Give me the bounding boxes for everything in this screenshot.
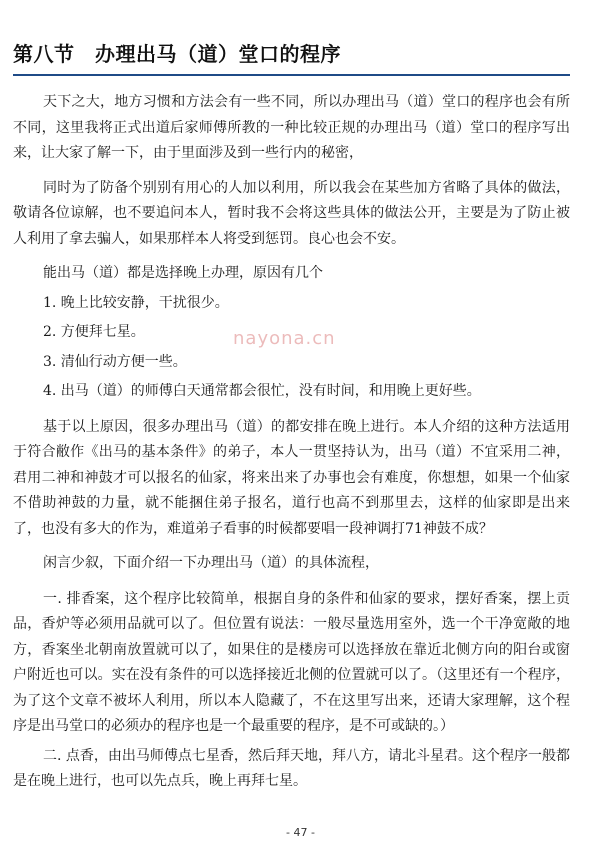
reasons-intro: 能出马（道）都是选择晚上办理，原因有几个 [43, 265, 323, 281]
process-intro: 闲言少叙，下面介绍一下办理出马（道）的具体流程， [43, 555, 379, 571]
watermark: nayona.cn [233, 328, 336, 349]
title-underline [13, 74, 570, 76]
reason-item-3: 3. 清仙行动方便一些。 [43, 353, 187, 370]
section-title: 第八节 办理出马（道）堂口的程序 [13, 42, 341, 66]
paragraph-3: 基于以上原因，很多办理出马（道）的都安排在晚上进行。本人介绍的这种方法适用于符合敝作《出马的基本条件》的弟子，本人一贯坚持认为，出马（道）不宜采用二神，君用二神和神鼓才可以报名的仙家，将来出来了办事也会有难度，你想想，如果一个仙家不借助神鼓的力量，就不能捆住弟子报名，道行也高不到那里去，这样的仙家即是出来了，也没有多大的作为，难道弟子看事的时候都要唱一段神调打71神鼓不成？ [13, 418, 570, 537]
step-1: 一. 排香案，这个程序比较简单，根据自身的条件和仙家的要求，摆好香案，摆上贡品，香炉等必须用品就可以了。但位置有说法：一般尽量选用室外，选一个干净宽敞的地方，香案坐北朝南放置就可以了，如果住的是楼房可以选择放在靠近北侧方向的阳台或窗户附近也可以。实在没有条件的可以选择接近北侧的位置就可以了。（这里还有一个程序，为了这个文章不被坏人利用，所以本人隐藏了，不在这里写出来，还请大家理解，这个程序是出马堂口的必须办的程序也是一个最重要的程序，是不可或缺的。） [13, 590, 570, 734]
paragraph-1: 天下之大，地方习惯和方法会有一些不同，所以办理出马（道）堂口的程序也会有所不同，这里我将正式出道后家师傅所教的一种比较正规的办理出马（道）堂口的程序写出来，让大家了解一下，由于里面涉及到一些行内的秘密， [13, 94, 570, 161]
paragraph-2: 同时为了防备个别别有用心的人加以利用，所以我会在某些加方省略了具体的做法，敬请各位谅解，也不要追问本人，暂时我不会将这些具体的做法公开，主要是为了防止被人利用了拿去骗人，如果那样本人将受到惩罚。良心也会不安。 [13, 179, 570, 247]
body-text [13, 90, 570, 799]
step-2: 二. 点香，由出马师傅点七星香，然后拜天地，拜八方，请北斗星君。这个程序一般都是在晚上进行，也可以先点兵，晚上再拜七星。 [13, 747, 570, 789]
page-number: - 47 - [286, 826, 315, 839]
reason-item-1: 1. 晚上比较安静，干扰很少。 [43, 294, 229, 311]
reason-item-4: 4. 出马（道）的师傅白天通常都会很忙，没有时间，和用晚上更好些。 [43, 383, 481, 399]
reason-item-2: 2. 方便拜七星。 [43, 324, 145, 340]
